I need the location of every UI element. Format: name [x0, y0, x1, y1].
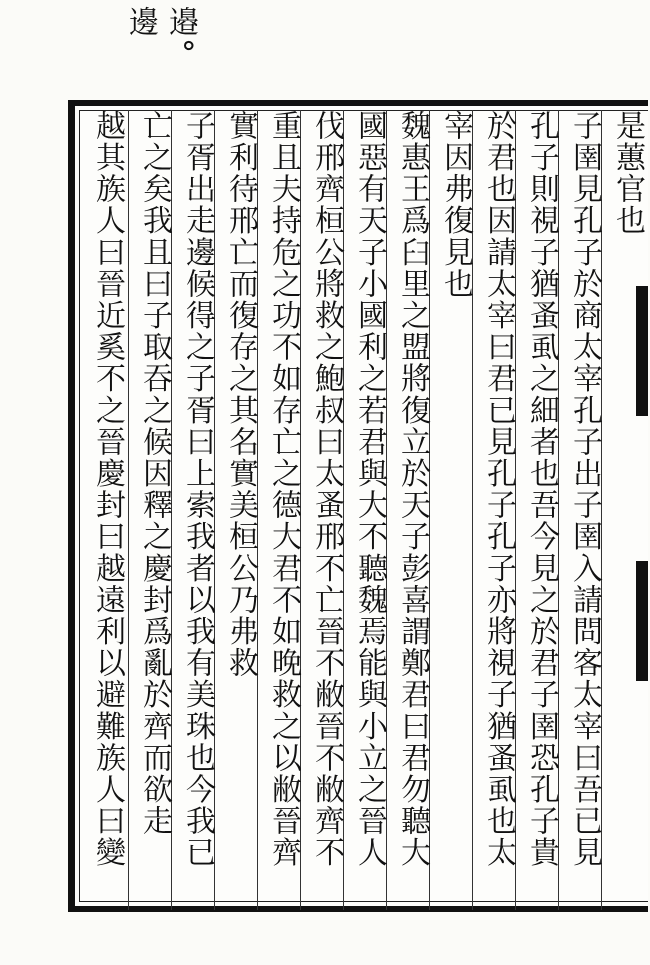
text-frame	[68, 100, 648, 912]
text-column-7: 國惡有天子小國利之若君與大不聽魏焉能與小立之晉人	[352, 110, 387, 869]
text-column-11: 子胥出走邊候得之子胥曰上索我者以我有美珠也今我已	[180, 110, 215, 869]
margin-note: 邉°邊	[123, 6, 198, 55]
text-column-8: 伐邢齊桓公將救之鮑叔曰太蚤邢不亡晉不敝晉不敝齊不	[309, 110, 344, 869]
text-column-4: 於君也因請太宰曰君已見孔子孔子亦將視子猶蚤虱也太	[481, 110, 516, 869]
text-column-10: 實利待邢亡而復存之其名實美桓公乃弗救	[223, 110, 258, 679]
text-column-12: 亡之矣我且曰子取吞之候因釋之慶封爲亂於齊而欲走	[137, 110, 172, 837]
text-column-9: 重且夫持危之功不如存亡之德大君不如晚救之以敝晉齊	[266, 110, 301, 869]
text-column-3: 孔子則視子猶蚤虱之細者也吾今見之於君子圉恐孔子貴	[524, 110, 559, 869]
text-column-1: 是蕙官也	[610, 110, 645, 237]
text-column-13: 越其族人曰晉近奚不之晉慶封曰越遠利以避難族人曰變	[90, 110, 125, 869]
text-column-6: 魏惠王爲臼里之盟將復立於天子彭喜謂鄭君曰君勿聽大	[395, 110, 430, 869]
text-column-2: 子圉見孔子於商太宰孔子出子圉入請問客太宰曰吾已見	[567, 110, 602, 869]
column-rule	[128, 110, 129, 910]
text-column-5: 宰因弗復見也	[438, 110, 473, 300]
